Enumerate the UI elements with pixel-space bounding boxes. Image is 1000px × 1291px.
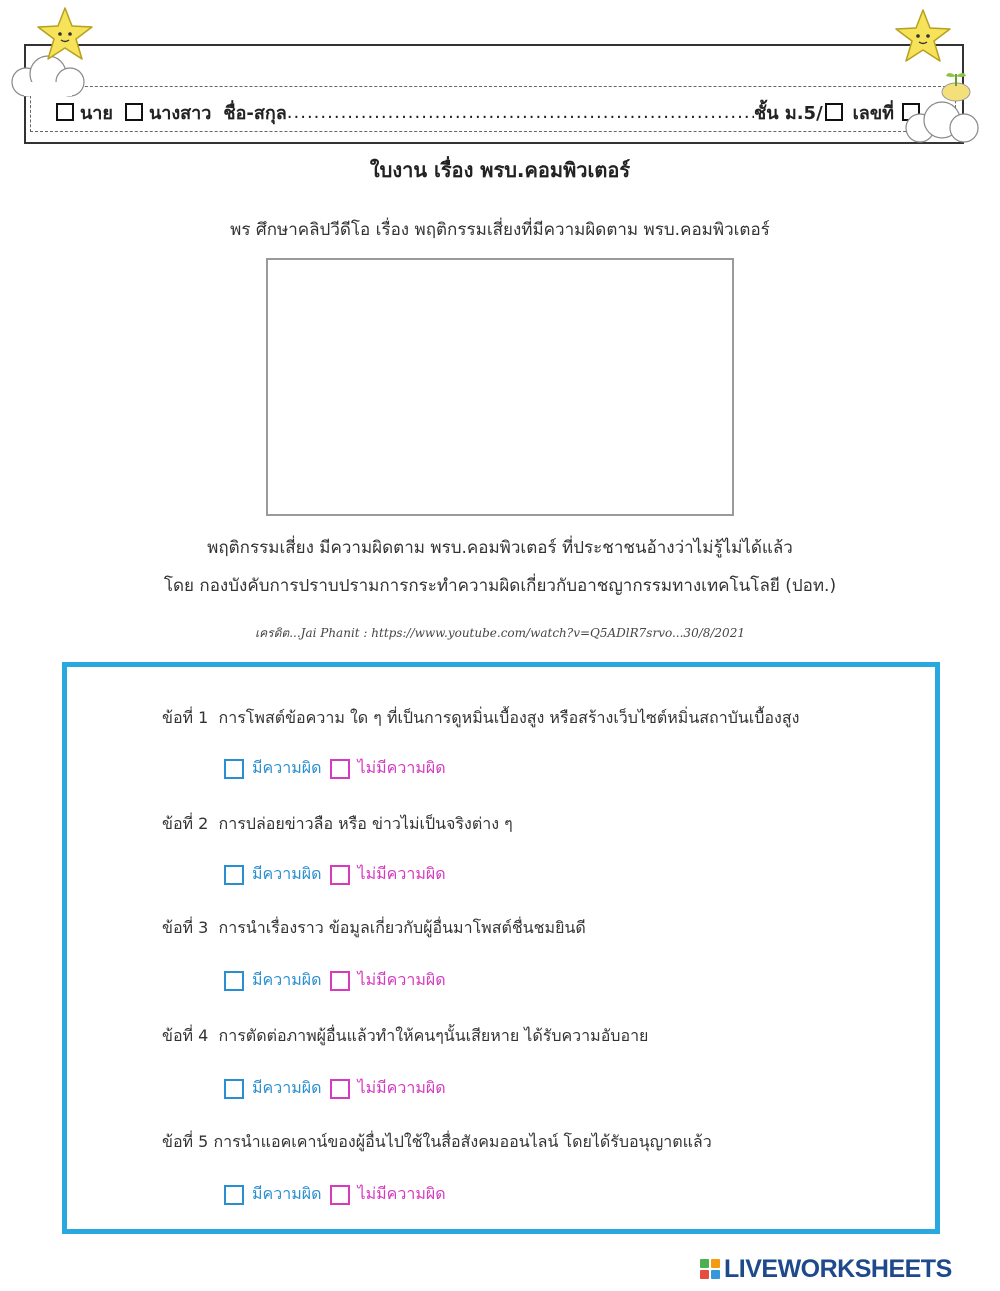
- description-line-2: โดย กองบังคับการปราบปรามการกระทำความผิดเกี่ยวกับอาชญากรรมทางเทคโนโลยี (ปอท.): [163, 576, 837, 596]
- liveworksheets-logo: [700, 1254, 952, 1284]
- star-right-icon: [892, 6, 954, 68]
- guilty-checkbox[interactable]: [224, 1185, 244, 1205]
- not-guilty-label: ไม่มีความผิด: [357, 864, 446, 883]
- guilty-label: มีความผิด: [252, 1078, 322, 1097]
- student-info-row: [56, 96, 926, 128]
- question-number: ข้อที่ 4: [162, 1026, 209, 1045]
- answer-row-3: [224, 968, 446, 993]
- logo-blocks-icon: [700, 1259, 720, 1279]
- mr-label: นาย: [80, 102, 113, 124]
- miss-label: นางสาว: [148, 102, 212, 124]
- number-label: เลขที่: [852, 102, 894, 124]
- not-guilty-checkbox[interactable]: [330, 1185, 350, 1205]
- question-text: การโพสต์ข้อความ ใด ๆ ที่เป็นการดูหมิ่นเบื้องสูง หรือสร้างเว็บไซต์หมิ่นสถาบันเบื้องสูง: [218, 708, 800, 727]
- question-4: [162, 1024, 648, 1049]
- not-guilty-checkbox[interactable]: [330, 971, 350, 991]
- question-number: ข้อที่ 2: [162, 814, 209, 833]
- question-number: ข้อที่ 5: [162, 1132, 209, 1151]
- question-text: การนำแอคเคาน์ของผู้อื่นไปใช้ในสื่อสังคมออนไลน์ โดยได้รับอนุญาตแล้ว: [213, 1132, 712, 1151]
- mr-checkbox[interactable]: [56, 103, 74, 121]
- question-number: ข้อที่ 3: [162, 918, 209, 937]
- credit-text: เครดิต...Jai Phanit : https://www.youtube.com/watch?v=Q5ADlR7srvo...30/8/2021: [255, 626, 745, 640]
- answer-row-5: [224, 1182, 446, 1207]
- question-3: [162, 916, 586, 941]
- question-text: การตัดต่อภาพผู้อื่นแล้วทำให้คนๆนั้นเสียหาย ได้รับความอับอาย: [218, 1026, 649, 1045]
- not-guilty-checkbox[interactable]: [330, 1079, 350, 1099]
- guilty-checkbox[interactable]: [224, 971, 244, 991]
- question-5: [162, 1130, 712, 1155]
- logo-text: LIVEWORKSHEETS: [724, 1254, 952, 1283]
- guilty-checkbox[interactable]: [224, 759, 244, 779]
- answer-row-2: [224, 862, 446, 887]
- guilty-label: มีความผิด: [252, 758, 322, 777]
- not-guilty-label: ไม่มีความผิด: [357, 970, 446, 989]
- answer-row-1: [224, 756, 446, 781]
- instruction-text: พร ศึกษาคลิปวีดีโอ เรื่อง พฤติกรรมเสี่ยงที่มีความผิดตาม พรบ.คอมพิวเตอร์: [230, 220, 770, 240]
- question-1: [162, 706, 799, 731]
- video-embed[interactable]: [266, 258, 734, 516]
- question-text: การนำเรื่องราว ข้อมูลเกี่ยวกับผู้อื่นมาโพสต์ชื่นชมยินดี: [218, 918, 586, 937]
- description-line-1: พฤติกรรมเสี่ยง มีความผิดตาม พรบ.คอมพิวเตอร์ ที่ประชาชนอ้างว่าไม่รู้ไม่ได้แล้ว: [207, 538, 793, 558]
- guilty-label: มีความผิด: [252, 1184, 322, 1203]
- miss-checkbox[interactable]: [125, 103, 143, 121]
- class-label: ชั้น ม.5/: [754, 102, 823, 124]
- guilty-checkbox[interactable]: [224, 865, 244, 885]
- answer-row-4: [224, 1076, 446, 1101]
- guilty-label: มีความผิด: [252, 864, 322, 883]
- not-guilty-checkbox[interactable]: [330, 865, 350, 885]
- not-guilty-checkbox[interactable]: [330, 759, 350, 779]
- class-input-box[interactable]: [825, 103, 843, 121]
- question-text: การปล่อยข่าวลือ หรือ ข่าวไม่เป็นจริงต่าง ๆ: [218, 814, 513, 833]
- name-input-line[interactable]: [287, 102, 754, 123]
- question-2: [162, 812, 513, 837]
- guilty-label: มีความผิด: [252, 970, 322, 989]
- question-number: ข้อที่ 1: [162, 708, 209, 727]
- not-guilty-label: ไม่มีความผิด: [357, 758, 446, 777]
- worksheet-title: ใบงาน เรื่อง พรบ.คอมพิวเตอร์: [369, 158, 631, 182]
- name-label: ชื่อ-สกุล: [223, 102, 287, 124]
- sprout-icon: [936, 66, 976, 102]
- not-guilty-label: ไม่มีความผิด: [357, 1078, 446, 1097]
- star-left-icon: [34, 4, 96, 66]
- not-guilty-label: ไม่มีความผิด: [357, 1184, 446, 1203]
- guilty-checkbox[interactable]: [224, 1079, 244, 1099]
